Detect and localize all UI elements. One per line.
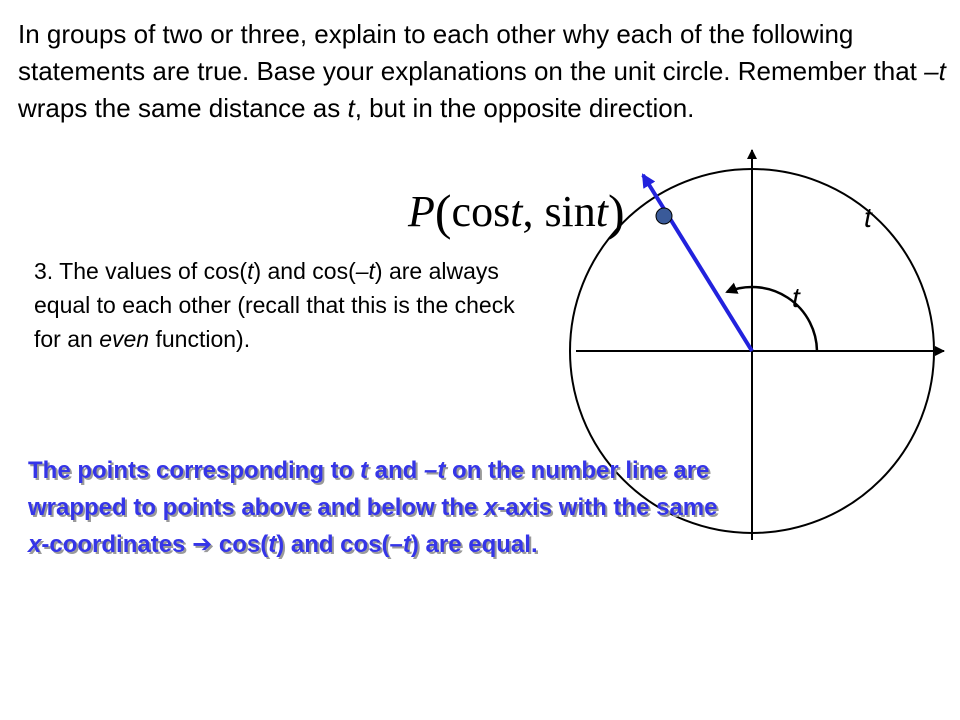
angle-arc <box>727 287 817 351</box>
right-arrow-icon: ➔ <box>192 531 213 558</box>
answer-text: The points corresponding to t and –t on the number line are wrapped to points above and below the x-axis with the same x-coordinates ➔ cos(t) and cos(–t) are equal. <box>28 457 718 558</box>
arc-label-outer: t <box>864 202 872 233</box>
point-p-marker <box>656 208 672 224</box>
point-p-label: P(cost, sint) <box>408 184 625 240</box>
arc-label-inner: t <box>792 282 800 313</box>
neg-t-symbol: –t <box>924 56 946 86</box>
t-symbol: t <box>347 93 355 123</box>
radius-arrow <box>643 175 752 351</box>
instructions-text: In groups of two or three, explain to each other why each of the following statements are true. Base your explanations on the unit circle. Remember that –t wraps the same distance as t, but in the opposite direction. <box>18 19 946 123</box>
statement-3: 3. The values of cos(t) and cos(–t) are always equal to each other (recall that this is the check for an even function). <box>34 258 515 352</box>
